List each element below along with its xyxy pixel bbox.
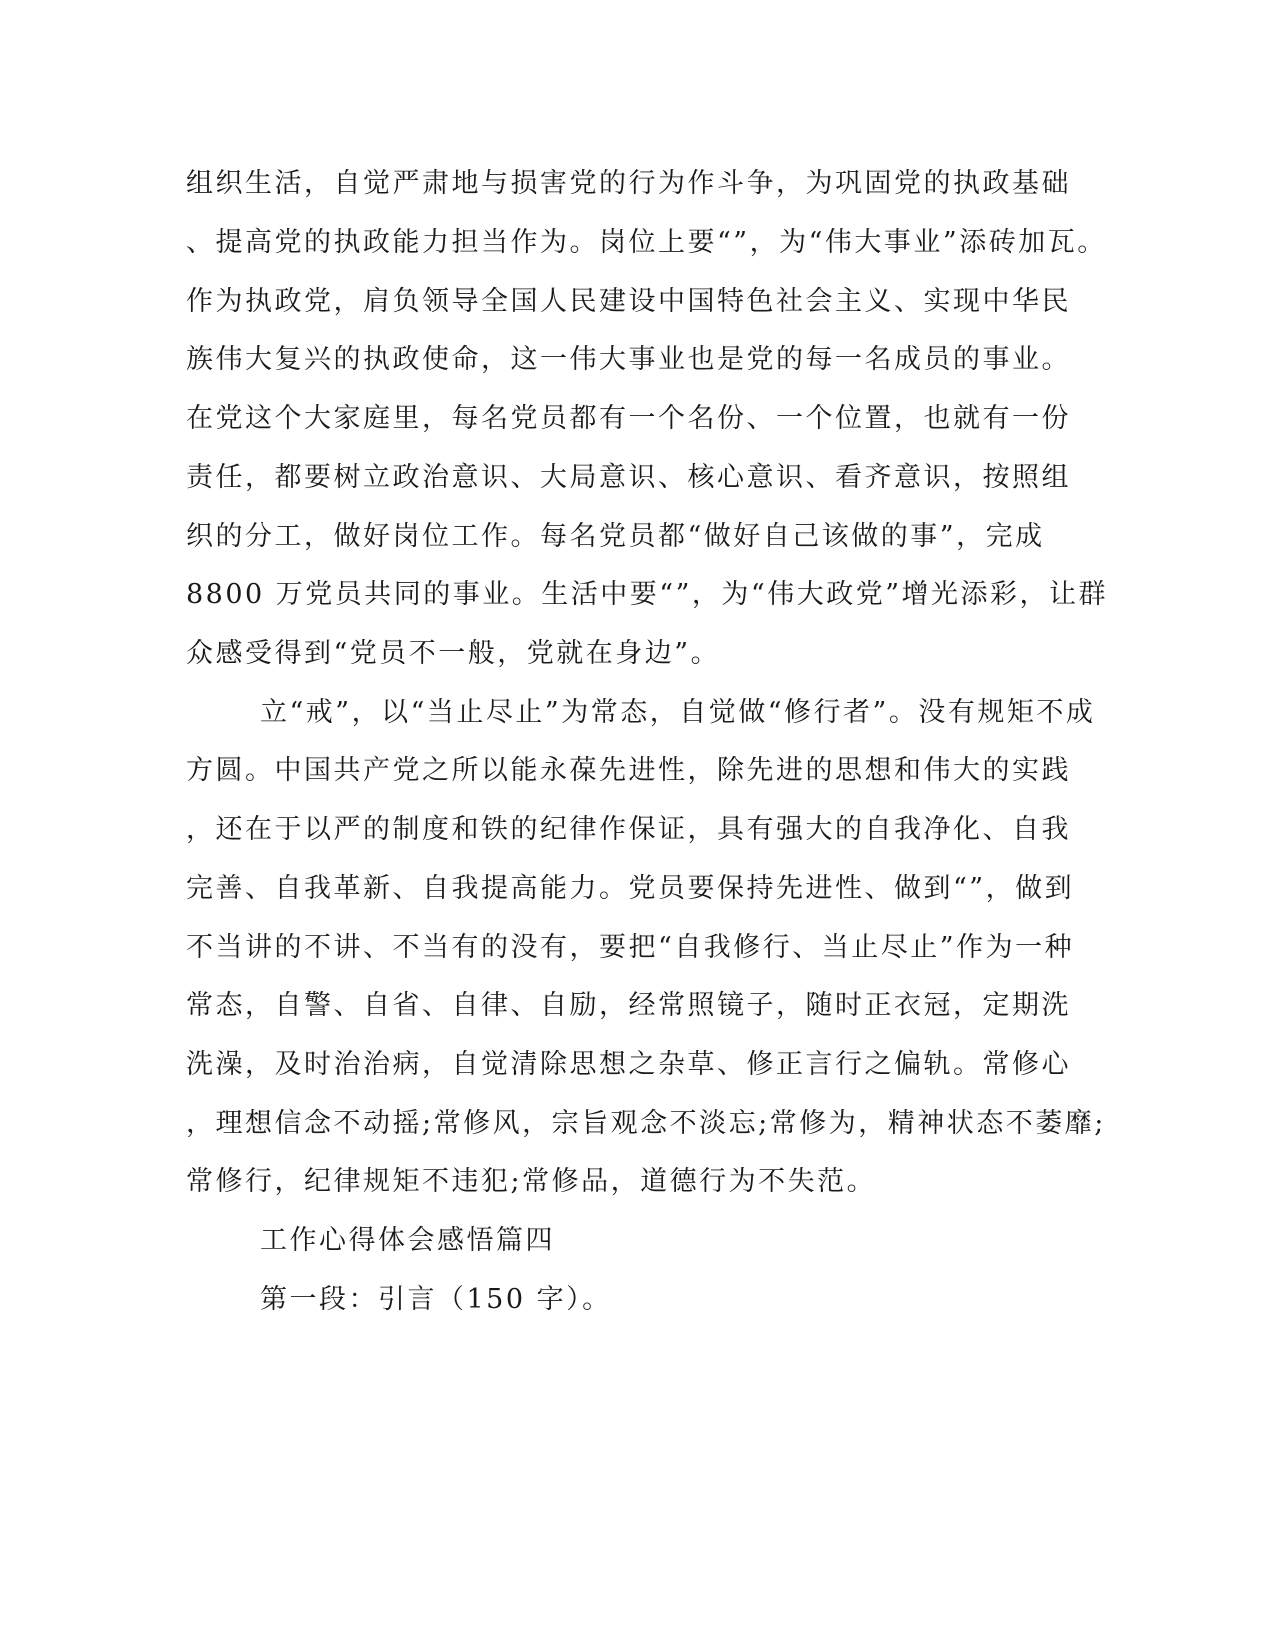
subsection-heading: 第一段：引言（150 字）。 — [260, 1284, 612, 1315]
text-line: 常修行，纪律规矩不违犯;常修品，道德行为不失范。 — [186, 1166, 877, 1197]
text-line: 洗澡，及时治治病，自觉清除思想之杂草、修正言行之偏轨。常修心 — [186, 1049, 1071, 1080]
text-line: 不当讲的不讲、不当有的没有，要把“自我修行、当止尽止”作为一种 — [186, 932, 1075, 963]
text-line: 族伟大复兴的执政使命，这一伟大事业也是党的每一名成员的事业。 — [186, 344, 1071, 375]
text-line: 、提高党的执政能力担当作为。岗位上要“”，为“伟大事业”添砖加瓦。 — [186, 227, 1107, 258]
text-line: 织的分工，做好岗位工作。每名党员都“做好自己该做的事”，完成 — [186, 521, 1045, 552]
text-line: 作为执政党，肩负领导全国人民建设中国特色社会主义、实现中华民 — [186, 286, 1071, 317]
paragraph-first-line: 立“戒”，以“当止尽止”为常态，自觉做“修行者”。没有规矩不成 — [260, 697, 1096, 728]
text-line: 在党这个大家庭里，每名党员都有一个名份、一个位置，也就有一份 — [186, 403, 1071, 434]
text-line: 方圆。中国共产党之所以能永葆先进性，除先进的思想和伟大的实践 — [186, 755, 1071, 786]
section-heading: 工作心得体会感悟篇四 — [260, 1225, 555, 1256]
text-line: ，还在于以严的制度和铁的纪律作保证，具有强大的自我净化、自我 — [186, 814, 1071, 845]
text-line: 常态，自警、自省、自律、自励，经常照镜子，随时正衣冠，定期洗 — [186, 990, 1071, 1021]
text-line: 完善、自我革新、自我提高能力。党员要保持先进性、做到“”，做到 — [186, 873, 1075, 904]
text-line: 责任，都要树立政治意识、大局意识、核心意识、看齐意识，按照组 — [186, 462, 1071, 493]
text-line: 众感受得到“党员不一般，党就在身边”。 — [186, 638, 721, 669]
text-line: ，理想信念不动摇;常修风，宗旨观念不淡忘;常修为，精神状态不萎靡; — [186, 1108, 1106, 1139]
text-line: 8800 万党员共同的事业。生活中要“”，为“伟大政党”增光添彩，让群 — [186, 579, 1109, 610]
text-line: 组织生活，自觉严肃地与损害党的行为作斗争，为巩固党的执政基础 — [186, 168, 1071, 199]
